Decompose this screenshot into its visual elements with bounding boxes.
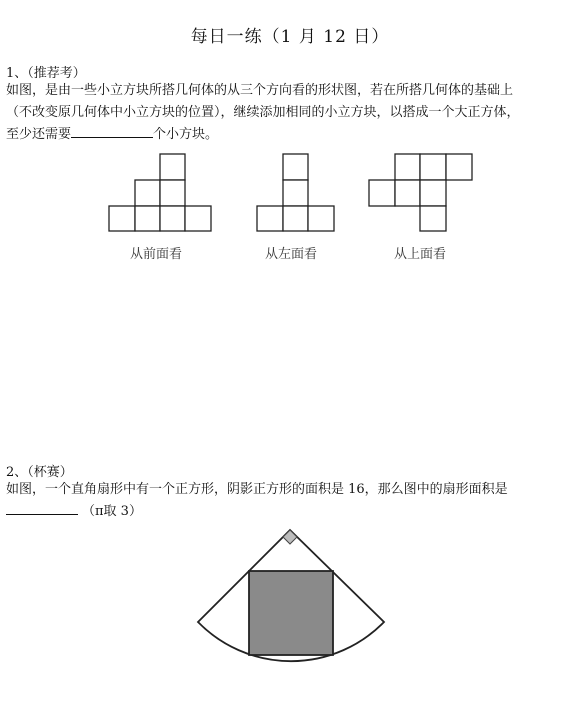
question-2-line-2-suffix: （π取 3）	[82, 504, 142, 519]
top-view-label: 从上面看	[394, 247, 447, 262]
page-title: 每日一练（1 月 12 日）	[190, 27, 390, 47]
left-view-label: 从左面看	[265, 247, 318, 262]
question-1-line-3-suffix: 个小方块。	[153, 127, 219, 142]
shaded-square	[249, 571, 333, 655]
question-1-line-2: （不改变原几何体中小立方块的位置），继续添加相同的小立方块，以搭成一个大正方体，	[6, 105, 520, 120]
question-2-line-1: 如图，一个直角扇形中有一个正方形，阴影正方形的面积是 16，那么图中的扇形面积是	[6, 482, 508, 497]
question-1-heading: 1、（推荐考）	[6, 66, 86, 81]
question-2-heading: 2、（杯赛）	[6, 465, 73, 480]
question-1-line-1: 如图，是由一些小立方块所搭几何体的从三个方向看的形状图，若在所搭几何体的基础上	[6, 83, 514, 98]
front-view-label: 从前面看	[130, 247, 183, 262]
question-1-line-3-prefix: 至少还需要	[6, 127, 72, 142]
